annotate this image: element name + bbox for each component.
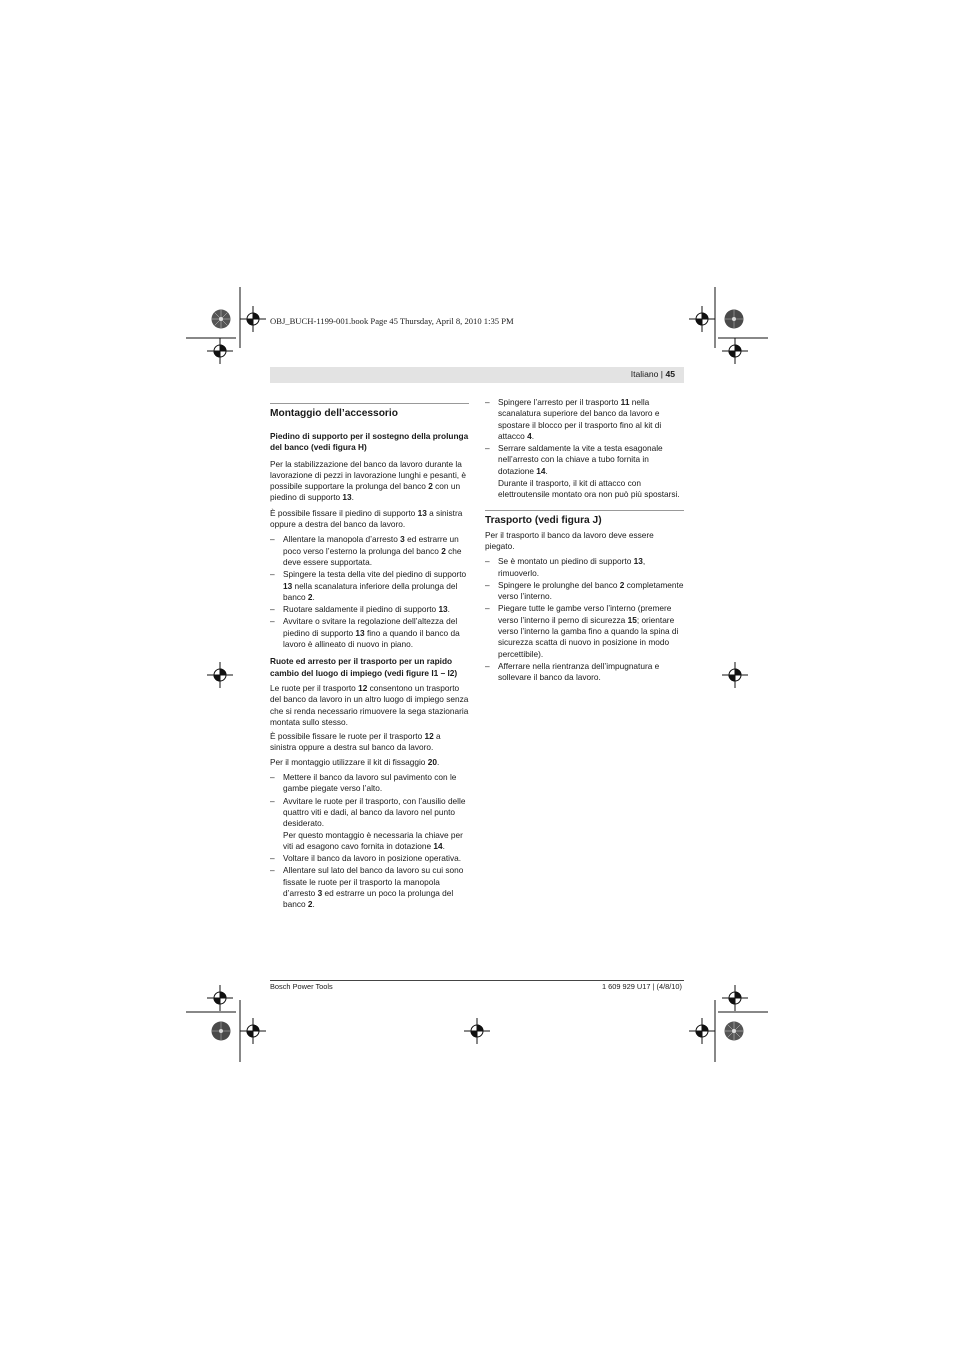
- list-item: – Mettere il banco da lavoro sul pavimento con le gambe piegate verso l’alto.: [270, 772, 469, 795]
- list-item: – Ruotare saldamente il piedino di supporto 13.: [270, 604, 469, 615]
- footer-rule: [270, 980, 684, 981]
- list-item: – Afferrare nella rientranza dell’impugnatura e sollevare il banco da lavoro.: [485, 661, 684, 684]
- subsection-title: Piedino di supporto per il sostegno della prolunga del banco (vedi figura H): [270, 431, 469, 453]
- header-separator: |: [658, 369, 666, 379]
- paragraph: Le ruote per il trasporto 12 consentono un trasporto del banco da lavoro in un altro luogo di impiego senza che si renda necessario rimuovere la sega stazionaria montata sullo stesso.: [270, 682, 469, 727]
- list-note: Durante il trasporto, il kit di attacco con elettroutensile montato ora non può più spostarsi.: [498, 478, 680, 500]
- list-item: – Allentare sul lato del banco da lavoro su cui sono fissate le ruote per il trasporto la manopola d’arresto 3 ed estrarre un poco la prolunga del banco 2.: [270, 865, 469, 910]
- paragraph: È possibile fissare il piedino di supporto 13 a sinistra oppure a destra del banco da lavoro.: [270, 507, 463, 530]
- list-item: – Spingere l’arresto per il trasporto 11 nella scanalatura superiore del banco da lavoro e spostare il blocco per il trasporto fino al kit di attacco 4.: [485, 397, 684, 442]
- list-item: – Avvitare le ruote per il trasporto, con l’ausilio delle quattro viti e dadi, al banco da lavoro nel punto desiderato.: [270, 796, 469, 830]
- left-column: [270, 403, 469, 911]
- right-column: [485, 397, 684, 684]
- list-item: – Spingere la testa della vite del piedino di supporto 13 nella scanalatura inferiore della prolunga del banco 2.: [270, 569, 469, 603]
- footer-publisher: Bosch Power Tools: [270, 982, 333, 991]
- list-item: – Allentare la manopola d’arresto 3 ed estrarre un poco verso l’esterno la prolunga del banco 2 che deve essere supportata.: [270, 534, 469, 568]
- book-info: OBJ_BUCH-1199-001.book Page 45 Thursday, April 8, 2010 1:35 PM: [270, 316, 514, 326]
- header-language: Italiano: [630, 369, 659, 379]
- page-number: 45: [665, 369, 675, 379]
- page-header: [270, 367, 684, 383]
- bullet-list: [485, 397, 684, 501]
- section-title: Montaggio dell’accessorio: [270, 408, 398, 419]
- section-title: Trasporto (vedi figura J): [485, 514, 602, 526]
- list-item: – Piegare tutte le gambe verso l’interno (premere verso l’interno il perno di sicurezza 15; orientare verso l’interno la gamba fino a quando la spina di sicurezza scatta di nuovo in posizione in modo percettibile).: [485, 603, 684, 659]
- list-item: – Se è montato un piedino di supporto 13, rimuoverlo.: [485, 556, 684, 579]
- bullet-list: [270, 772, 469, 911]
- list-item: – Voltare il banco da lavoro in posizione operativa.: [270, 853, 469, 864]
- list-item: – Avvitare o svitare la regolazione dell’altezza del piedino di supporto 13 fino a quando il banco da lavoro è allineato di nuovo in piano.: [270, 616, 469, 650]
- list-item: – Spingere le prolunghe del banco 2 completamente verso l’interno.: [485, 580, 684, 603]
- paragraph: Per la stabilizzazione del banco da lavoro durante la lavorazione di pezzi in lavorazione lunghi e pesanti, è possibile supportare la prolunga del banco 2 con un piedino di supporto 13.: [270, 458, 467, 503]
- subsection-title: Ruote ed arresto per il trasporto per un rapido cambio del luogo di impiego (vedi figure I1 – I2): [270, 656, 458, 678]
- bullet-list: [485, 556, 684, 683]
- paragraph: È possibile fissare le ruote per il trasporto 12 a sinistra oppure a destra sul banco da lavoro.: [270, 731, 441, 753]
- bullet-list: [270, 534, 469, 650]
- list-note: Per questo montaggio è necessaria la chiave per viti ad esagono cavo fornita in dotazione 14.: [283, 829, 463, 851]
- list-item: – Serrare saldamente la vite a testa esagonale nell’arresto con la chiave a tubo fornita in dotazione 14.: [485, 443, 684, 477]
- footer-doc-code: 1 609 929 U17 | (4/8/10): [602, 982, 682, 991]
- header-text: [631, 369, 675, 379]
- paragraph: Per il montaggio utilizzare il kit di fissaggio 20.: [270, 756, 440, 767]
- paragraph: Per il trasporto il banco da lavoro deve essere piegato.: [485, 529, 654, 551]
